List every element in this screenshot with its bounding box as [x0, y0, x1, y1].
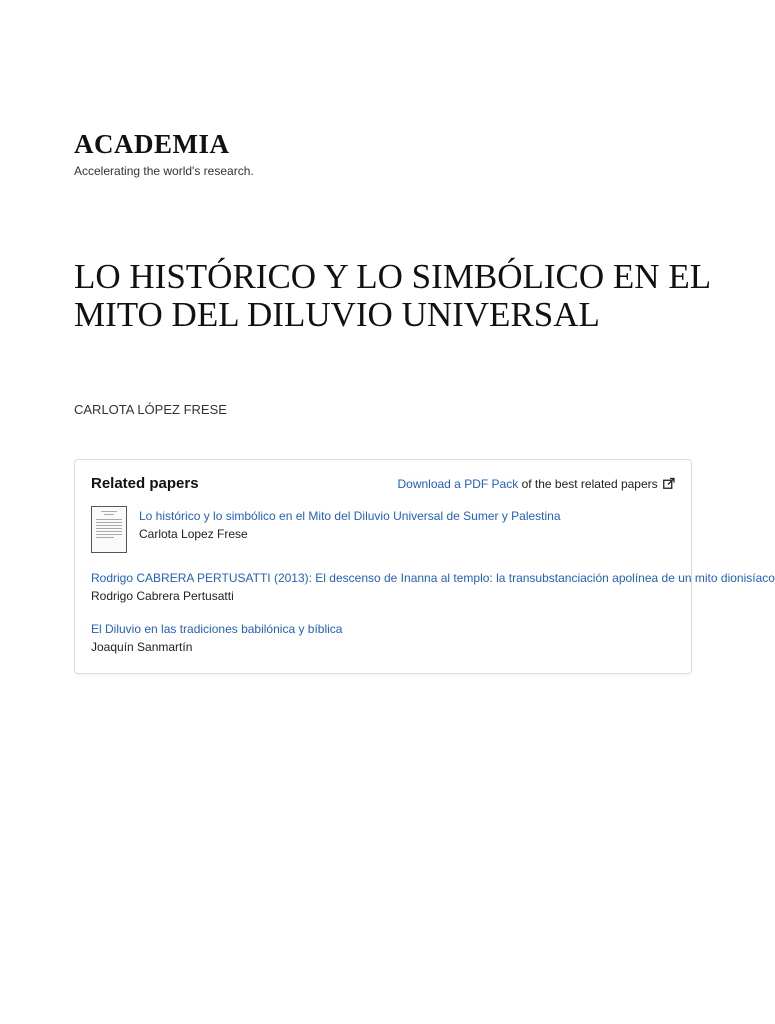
related-paper-author: Carlota Lopez Frese — [139, 527, 248, 541]
related-paper-item — [91, 621, 675, 655]
related-paper-title-link[interactable]: Rodrigo CABRERA PERTUSATTI (2013): El descenso de Inanna al templo: la transubstanciación apolínea de un mito dionisíaco — [91, 571, 775, 585]
brand-tagline: Accelerating the world's research. — [74, 164, 254, 178]
related-paper-title-link[interactable]: Lo histórico y lo simbólico en el Mito del Diluvio Universal de Sumer y Palestina — [139, 509, 561, 523]
brand-header — [74, 128, 254, 179]
pdf-pack-suffix: of the best related papers — [521, 477, 658, 491]
related-papers-panel — [74, 459, 775, 674]
document-title: LO HISTÓRICO Y LO SIMBÓLICO EN EL MITO DEL DILUVIO UNIVERSAL — [74, 257, 710, 334]
pdf-pack-line — [397, 477, 675, 493]
related-paper-author: Rodrigo Cabrera Pertusatti — [91, 589, 234, 603]
related-paper-item — [91, 570, 775, 604]
document-author: CARLOTA LÓPEZ FRESE — [74, 402, 227, 417]
external-link-icon[interactable] — [663, 478, 675, 493]
related-papers-heading: Related papers — [91, 475, 199, 492]
paper-thumbnail[interactable] — [91, 506, 127, 553]
download-pdf-pack-link[interactable]: Download a PDF Pack — [397, 477, 519, 491]
related-paper-title-link[interactable]: El Diluvio en las tradiciones babilónica y bíblica — [91, 622, 343, 636]
academia-logo[interactable]: ACADEMIA — [74, 129, 230, 159]
related-paper-item — [139, 508, 675, 542]
related-paper-author: Joaquín Sanmartín — [91, 640, 193, 654]
